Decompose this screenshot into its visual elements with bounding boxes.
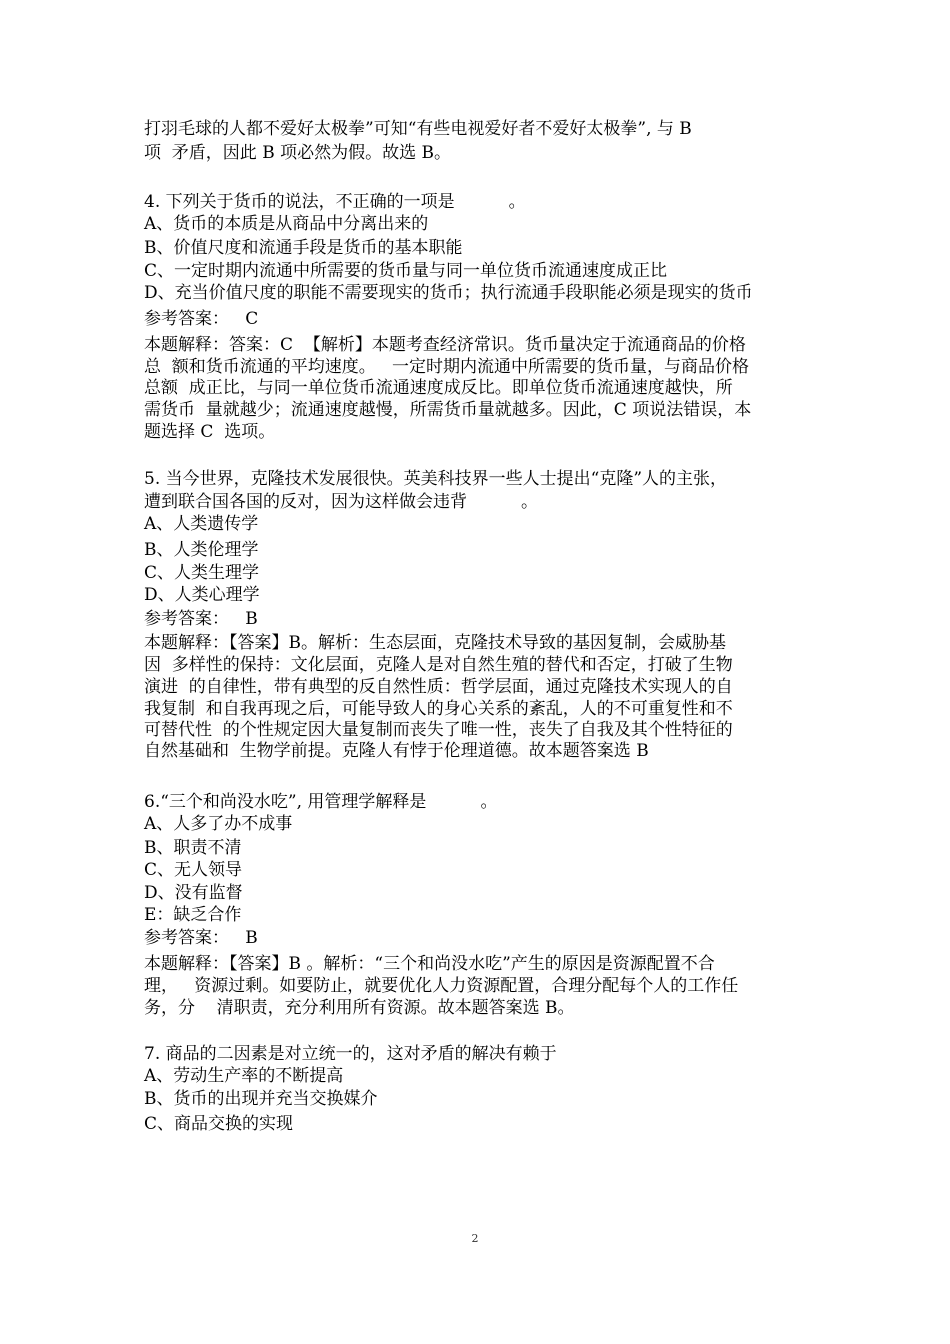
question-6-option-e: E：缺乏合作 — [144, 905, 242, 925]
question-5-answer: 参考答案： B — [144, 609, 258, 629]
question-5-option-a: A、人类遗传学 — [144, 514, 259, 534]
question-6-option-b: B、职责不清 — [144, 838, 242, 858]
intro-line: 打羽毛球的人都不爱好太极拳”可知“有些电视爱好者不爱好太极拳”, 与 B — [144, 119, 692, 139]
question-7-option-b: B、货币的出现并充当交换媒介 — [144, 1089, 378, 1109]
question-5-option-d: D、人类心理学 — [144, 585, 260, 605]
question-5-explanation-line: 演进 的自律性，带有典型的反自然性质：哲学层面，通过克隆技术实现人的自 — [144, 677, 733, 697]
question-5-explanation-line: 本题解释：【答案】B。解析：生态层面，克隆技术导致的基因复制，会威胁基 — [144, 633, 726, 653]
question-6-option-c: C、无人领导 — [144, 860, 243, 880]
question-4-answer: 参考答案： C — [144, 309, 259, 329]
question-6-answer: 参考答案： B — [144, 928, 258, 948]
question-4-explanation-line: 总额 成正比，与同一单位货币流通速度成反比。即单位货币流通速度越快，所 — [144, 378, 733, 398]
question-4-explanation-line: 题选择 C 选项。 — [144, 422, 276, 442]
intro-line: 项 矛盾，因此 B 项必然为假。故选 B。 — [144, 143, 452, 163]
question-7-option-c: C、商品交换的实现 — [144, 1114, 294, 1134]
question-4-option-b: B、价值尺度和流通手段是货币的基本职能 — [144, 238, 463, 258]
question-7-text: 7. 商品的二因素是对立统一的，这对矛盾的解决有赖于 — [144, 1044, 557, 1064]
question-5-text: 5. 当今世界，克隆技术发展很快。英美科技界一些人士提出“克隆”人的主张， — [144, 469, 728, 489]
question-7-option-a: A、劳动生产率的不断提高 — [144, 1066, 344, 1086]
question-4-explanation-line: 本题解释：答案：C 【解析】本题考查经济常识。货币量决定于流通商品的价格 — [144, 335, 746, 355]
question-6-explanation-line: 本题解释：【答案】B 。解析：“三个和尚没水吃”产生的原因是资源配置不合 — [144, 954, 715, 974]
question-6-explanation-line: 务，分 清职责，充分利用所有资源。故本题答案选 B。 — [144, 998, 575, 1018]
question-5-explanation-line: 可替代性 的个性规定因大量复制而丧失了唯一性，丧失了自我及其个性特征的 — [144, 720, 733, 740]
question-4-option-a: A、货币的本质是从商品中分离出来的 — [144, 214, 429, 234]
question-5-option-b: B、人类伦理学 — [144, 540, 259, 560]
question-6-option-d: D、没有监督 — [144, 883, 243, 903]
question-4-explanation-line: 总 额和货币流通的平均速度。 一定时期内流通中所需要的货币量，与商品价格 — [144, 357, 750, 377]
question-4-option-c: C、一定时期内流通中所需要的货币量与同一单位货币流通速度成正比 — [144, 261, 668, 281]
question-6-text: 6.“三个和尚没水吃”, 用管理学解释是 。 — [144, 792, 498, 812]
page-number: 2 — [471, 1232, 479, 1245]
question-5-option-c: C、人类生理学 — [144, 563, 260, 583]
question-5-explanation-line: 因 多样性的保持：文化层面，克隆人是对自然生殖的替代和否定，打破了生物 — [144, 655, 733, 675]
question-5-explanation-line: 自然基础和 生物学前提。克隆人有悖于伦理道德。故本题答案选 B — [144, 741, 649, 761]
question-5-text: 遭到联合国各国的反对，因为这样做会违背 。 — [144, 492, 539, 512]
question-6-option-a: A、人多了办不成事 — [144, 814, 293, 834]
question-4-option-d: D、充当价值尺度的职能不需要现实的货币；执行流通手段职能必须是现实的货币 — [144, 283, 753, 303]
question-4-explanation-line: 需货币 量就越少；流通速度越慢，所需货币量就越多。因此，C 项说法错误，本 — [144, 400, 752, 420]
question-4-text: 4. 下列关于货币的说法，不正确的一项是 。 — [144, 192, 526, 212]
question-5-explanation-line: 我复制 和自我再现之后，可能导致人的身心关系的紊乱，人的不可重复性和不 — [144, 699, 733, 719]
question-6-explanation-line: 理， 资源过剩。如要防止，就要优化人力资源配置，合理分配每个人的工作任 — [144, 976, 739, 996]
